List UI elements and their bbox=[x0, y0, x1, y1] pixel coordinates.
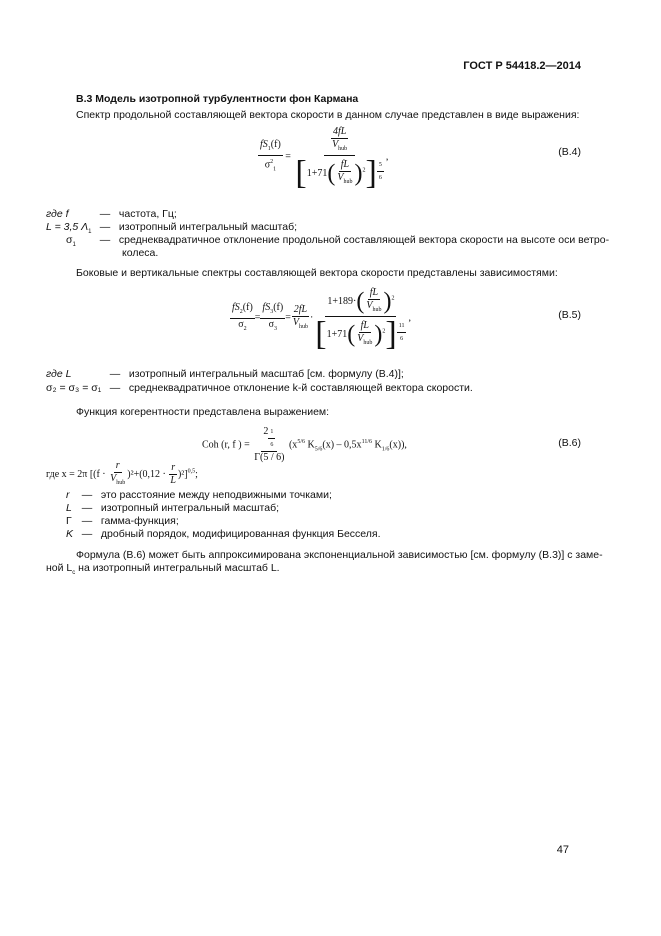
section-title: В.3 Модель изотропной турбулентности фон Кармана bbox=[76, 93, 359, 105]
eq-b4-rhs: $\frac{4fL}{V_{hub}}$ [1+71( $\frac{fL}{V_{hub}}$ )$^2$] $\frac{5}{6}$ bbox=[295, 126, 382, 192]
def-l-symbol: L = 3,5 $\Lambda_1$ bbox=[46, 221, 92, 236]
eq-b4-number: (B.4) bbox=[558, 146, 581, 158]
def-sigma-text: — среднеквадратичное отклонение продольной составляющей вектора скорости на высоте оси ветро- bbox=[99, 234, 610, 246]
def2-l-text: — изотропный интегральный масштаб [см. формулу (В.4)]; bbox=[109, 368, 404, 380]
eq-b4-lhs: $\frac{fS_1(f)}{\sigma^2_1}$ bbox=[260, 138, 281, 173]
eq-b5-lhs2: $\frac{fS_3(f)}{\sigma_3}$ bbox=[262, 301, 284, 332]
eq-b5-rhs: 1+189·( $\frac{fL}{V_{hub}}$ )$^2$ [1+71( $\frac{fL}{V_{hub}}$ )$^2$] $\frac{11}{6}$ bbox=[315, 287, 405, 353]
def3-l-symbol: L bbox=[66, 502, 72, 514]
def3-l-text: — изотропный интегральный масштаб; bbox=[81, 502, 280, 514]
def2-sigma-text: — среднеквадратичное отклонение k-й составляющей вектора скорости. bbox=[109, 382, 473, 394]
equation-b5: $\frac{fS_2(f)}{\sigma_2}$ = $\frac{fS_3(f)}{\sigma_3}$ = $\frac{2fL}{V_{hub}}$ · 1+189·( $\frac{fL}{V_{hub}}$ )$^2$ [1+71( $\frac{fL}{V_{hub}}$ )$^2$] $\frac{11}{6}$ , bbox=[232, 287, 411, 353]
x-definition: где x = 2π [(f · $\frac{r}{V_{hub}}$ )²+(0,12 · $\frac{r}{L}$ )²]$^{0,5}$; bbox=[46, 460, 198, 486]
def2-l-symbol: где L bbox=[46, 368, 72, 380]
def-f-symbol: где f bbox=[46, 208, 69, 220]
eq-b5-mid: $\frac{2fL}{V_{hub}}$ bbox=[292, 303, 308, 330]
def-f-text: — частота, Гц; bbox=[99, 208, 177, 220]
equation-b6: Coh (r, f ) = 2 $\frac{1}{6}$ Γ(5 / 6) ($x^{5/6}$ $K_{5/6}(x) - 0,5x^{11/6}$ $K_{1/6}(x)$), bbox=[202, 426, 407, 463]
equation-b4: $\frac{fS_1(f)}{\sigma^2_1}$ = $\frac{4fL}{V_{hub}}$ [1+71( $\frac{fL}{V_{hub}}$ )$^2$] $\frac{5}{6}$ , bbox=[260, 126, 389, 192]
eq-b6-number: (B.6) bbox=[558, 437, 581, 449]
paragraph-1: Спектр продольной составляющей вектора скорости в данном случае представлен в виде выражения: bbox=[76, 109, 580, 121]
def3-k-symbol: K bbox=[66, 528, 74, 540]
page-number: 47 bbox=[556, 844, 569, 856]
def3-r-text: — это расстояние между неподвижными точками; bbox=[81, 489, 332, 501]
def3-gamma-symbol: Γ bbox=[66, 515, 72, 527]
def-sigma-symbol: $\sigma_1$ bbox=[66, 234, 76, 249]
eq-b5-number: (B.5) bbox=[558, 309, 581, 321]
standard-number: ГОСТ Р 54418.2—2014 bbox=[463, 60, 581, 72]
paragraph-4-line-2: ной $L_c$ на изотропный интегральный масштаб L. bbox=[46, 562, 280, 577]
paragraph-4-line-1: Формула (В.6) может быть аппроксимирована экспоненциальной зависимостью [см. формулу (В.3)] с заме- bbox=[76, 549, 603, 561]
paragraph-2: Боковые и вертикальные спектры составляющей вектора скорости представлены зависимостями: bbox=[76, 267, 558, 279]
def3-k-text: — дробный порядок, модифицированная функция Бесселя. bbox=[81, 528, 381, 540]
def2-sigma-symbol: σ₂ = σ₃ = σ₁ bbox=[46, 382, 102, 394]
paragraph-3: Функция когерентности представлена выражением: bbox=[76, 406, 330, 418]
def3-gamma-text: — гамма-функция; bbox=[81, 515, 179, 527]
def3-r-symbol: r bbox=[66, 489, 70, 501]
def-l-text: — изотропный интегральный масштаб; bbox=[99, 221, 298, 233]
eq-b5-lhs1: $\frac{fS_2(f)}{\sigma_2}$ bbox=[232, 301, 253, 332]
eq-b6-frac: 2 $\frac{1}{6}$ Γ(5 / 6) bbox=[254, 426, 285, 463]
def-sigma-text-cont: колеса. bbox=[122, 247, 159, 259]
